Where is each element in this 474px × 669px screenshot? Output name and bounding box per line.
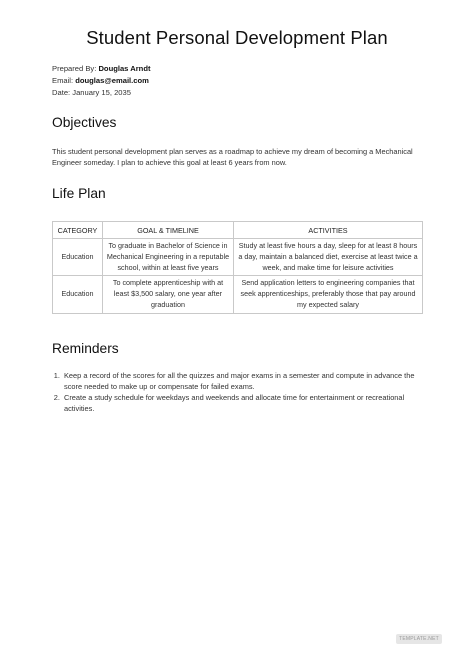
prepared-block (52, 63, 150, 100)
cell-activities: Send application letters to engineering companies that seek apprenticeships, preferably those that pay around my expected salary (234, 276, 423, 313)
objectives-heading: Objectives (52, 115, 117, 130)
table-header-row (53, 222, 423, 239)
reminders-heading: Reminders (52, 341, 119, 356)
life-plan-table (52, 221, 423, 314)
cell-category: Education (53, 276, 103, 313)
table-row (53, 239, 423, 276)
cell-category: Education (53, 239, 103, 276)
email-label: Email: (52, 76, 74, 86)
cell-goal: To complete apprenticeship with at least $3,500 salary, one year after graduation (103, 276, 234, 313)
table-row (53, 276, 423, 313)
watermark-badge: TEMPLATE.NET (396, 634, 442, 644)
objectives-text: This student personal development plan serves as a roadmap to achieve my dream of becoming a Mechanical Engineer someday. I plan to achieve this goal at least 6 years from now. (52, 147, 413, 167)
email-value: douglas@email.com (75, 76, 149, 86)
life-plan-heading: Life Plan (52, 186, 106, 201)
reminders-list (52, 370, 432, 414)
date-line (52, 87, 150, 99)
column-header-category: CATEGORY (53, 222, 103, 239)
cell-activities: Study at least five hours a day, sleep for at least 8 hours a day, maintain a balanced diet, exercise at least twice a week, and make time for leisure activities (234, 239, 423, 276)
page-title: Student Personal Development Plan (86, 27, 388, 48)
email-line (52, 75, 150, 87)
cell-goal: To graduate in Bachelor of Science in Mechanical Engineering in a reputable school, within at least five years (103, 239, 234, 276)
prepared-by-label: Prepared By: (52, 64, 97, 73)
list-item: 2. Create a study schedule for weekdays and weekends and allocate time for entertainment or recreational activities. (62, 392, 432, 414)
prepared-by-value: Douglas Arndt (98, 64, 151, 73)
column-header-activities: ACTIVITIES (234, 222, 423, 239)
column-header-goal: GOAL & TIMELINE (103, 222, 234, 239)
date-value: January 15, 2035 (72, 88, 131, 98)
prepared-by-line (52, 63, 150, 75)
date-label: Date: (52, 88, 71, 98)
list-item: 1. Keep a record of the scores for all the quizzes and major exams in a semester and compute in advance the score needed to make up or compensate for failed exams. (62, 370, 432, 392)
